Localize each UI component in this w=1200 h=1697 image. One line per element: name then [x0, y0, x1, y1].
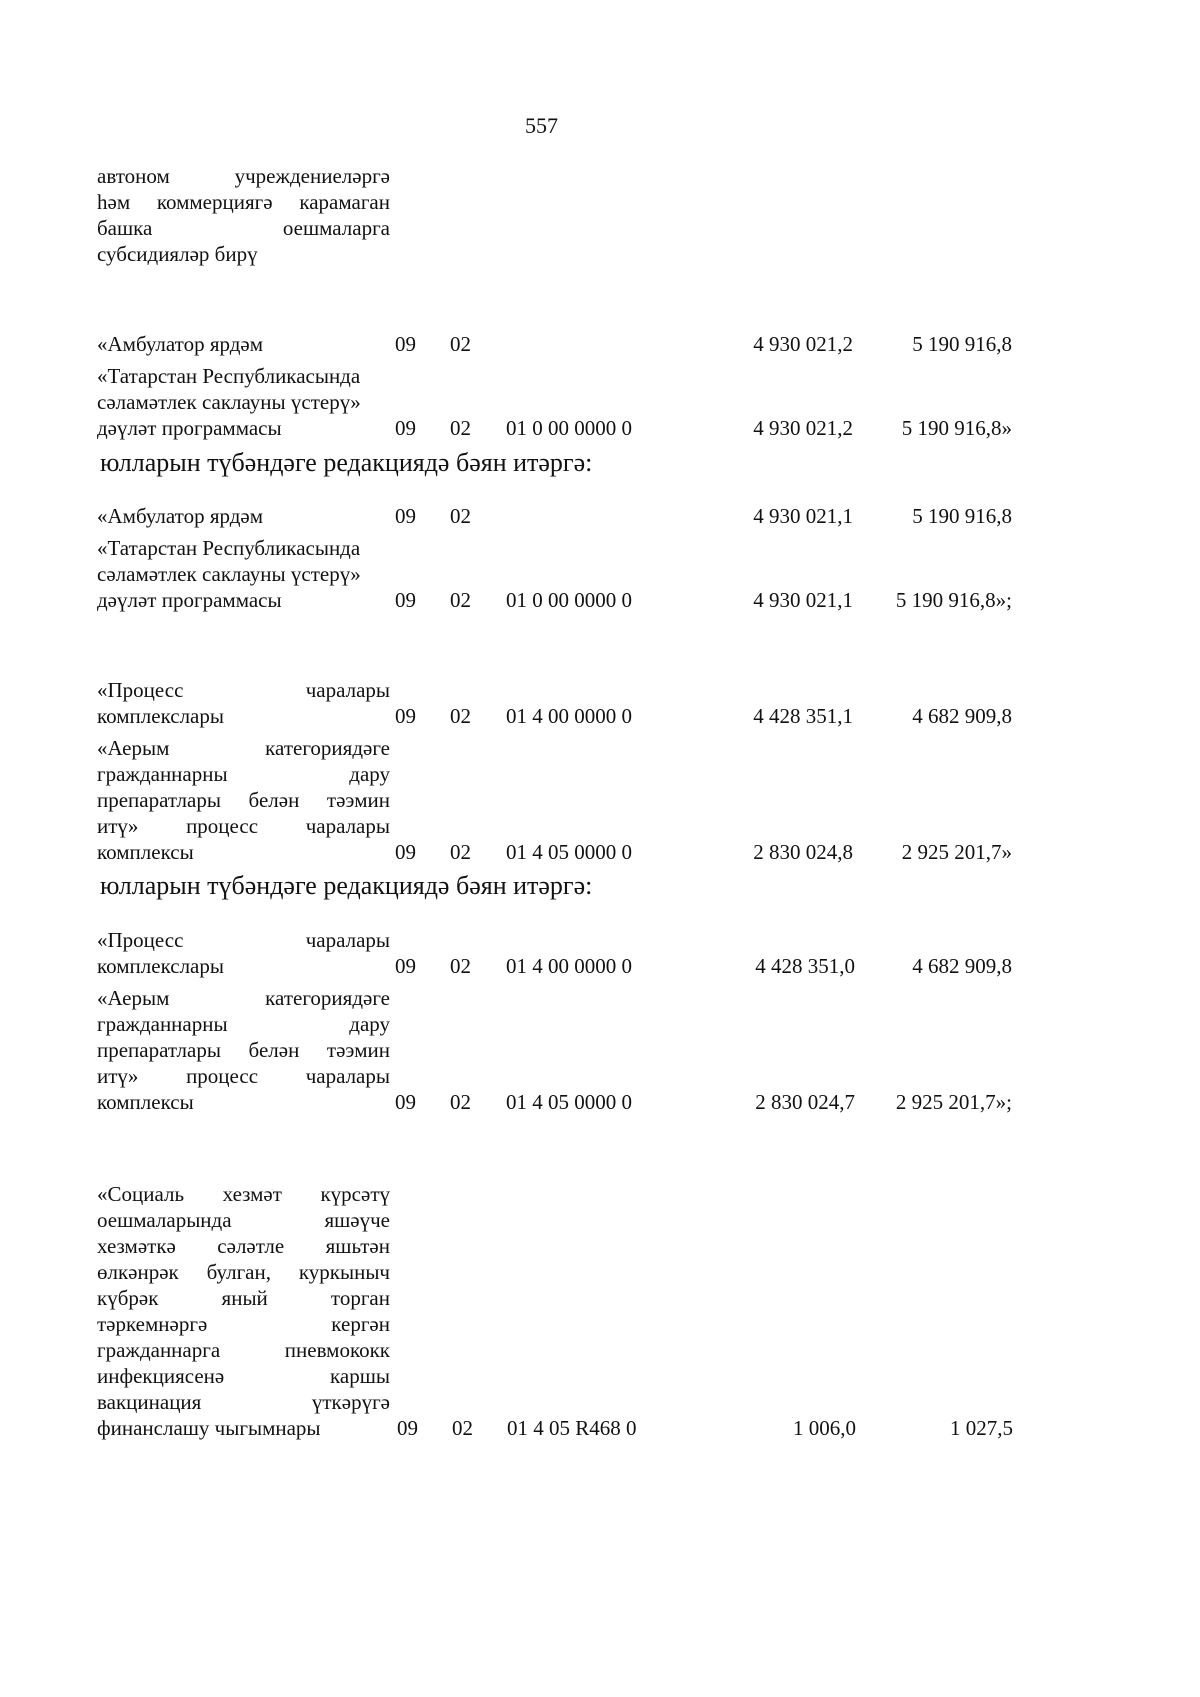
value-year2: 1 027,5 — [950, 1416, 1013, 1440]
row-name-line: сәламәтлек саклауны үстерү» — [97, 562, 361, 586]
row-name: «Амбулатор ярдәм — [97, 504, 264, 528]
value-year1: 4 930 021,1 — [753, 504, 853, 528]
subsection-code: 02 — [450, 840, 471, 864]
row-name-line: гражданнарны дару — [97, 762, 390, 786]
value-year1: 4 428 351,1 — [753, 704, 853, 728]
subsection-code: 02 — [452, 1416, 473, 1440]
target-code: 01 0 00 0000 0 — [506, 588, 632, 612]
section-code: 09 — [395, 1090, 416, 1114]
row-name-line: препаратлары белән тәэмин — [97, 1038, 390, 1062]
subsection-code: 02 — [450, 954, 471, 978]
row-name: «Амбулатор ярдәм — [97, 332, 264, 356]
row-name-line: финанслашу чыгымнары — [97, 1416, 321, 1440]
value-year2: 2 925 201,7»; — [895, 1090, 1012, 1114]
value-year2: 4 682 909,8 — [912, 954, 1012, 978]
instruction-phrase: юлларын түбәндәге редакциядә бәян итәргә: — [100, 448, 593, 477]
subsection-code: 02 — [450, 332, 471, 356]
subsection-code: 02 — [450, 504, 471, 528]
target-code: 01 4 05 R468 0 — [507, 1416, 637, 1440]
value-year1: 2 830 024,8 — [753, 840, 853, 864]
subsection-code: 02 — [450, 704, 471, 728]
row-name-line: инфекциясенә каршы — [97, 1364, 390, 1388]
row-name-line: итү» процесс чаралары — [97, 814, 390, 838]
row-name-line: өлкәнрәк булган, куркыныч — [97, 1260, 390, 1284]
row-name-line: дәүләт программасы — [97, 588, 282, 612]
intro-line: һәм коммерциягә карамаган — [97, 190, 390, 214]
row-name-line: итү» процесс чаралары — [97, 1064, 390, 1088]
target-code: 01 0 00 0000 0 — [506, 416, 632, 440]
row-name-line: комплексы — [97, 1090, 194, 1114]
value-year2: 5 190 916,8 — [912, 504, 1012, 528]
row-name-line: комплекслары — [97, 954, 224, 978]
subsection-code: 02 — [450, 588, 471, 612]
value-year2: 4 682 909,8 — [912, 704, 1012, 728]
row-name-line: тәркемнәргә кергән — [97, 1312, 390, 1336]
row-name-line: «Аерым категориядәге — [97, 986, 390, 1010]
value-year1: 4 930 021,2 — [753, 332, 853, 356]
target-code: 01 4 00 0000 0 — [506, 954, 632, 978]
value-year2: 5 190 916,8 — [912, 332, 1012, 356]
value-year1: 2 830 024,7 — [755, 1090, 855, 1114]
section-code: 09 — [395, 588, 416, 612]
section-code: 09 — [395, 332, 416, 356]
subsection-code: 02 — [450, 1090, 471, 1114]
subsection-code: 02 — [450, 416, 471, 440]
value-year1: 1 006,0 — [793, 1416, 856, 1440]
row-name-line: комплекслары — [97, 704, 224, 728]
section-code: 09 — [395, 504, 416, 528]
intro-line: субсидияләр бирү — [97, 242, 258, 266]
value-year2: 5 190 916,8» — [901, 416, 1012, 440]
value-year1: 4 428 351,0 — [755, 954, 855, 978]
row-name-line: препаратлары белән тәэмин — [97, 788, 390, 812]
row-name-line: «Процесс чаралары — [97, 678, 390, 702]
row-name-line: вакцинация үткәрүгә — [97, 1390, 390, 1414]
section-code: 09 — [395, 954, 416, 978]
target-code: 01 4 05 0000 0 — [506, 840, 632, 864]
instruction-phrase: юлларын түбәндәге редакциядә бәян итәргә: — [100, 871, 593, 900]
value-year1: 4 930 021,1 — [753, 588, 853, 612]
section-code: 09 — [395, 416, 416, 440]
intro-line: автоном учреждениеләргә — [97, 164, 390, 188]
target-code: 01 4 05 0000 0 — [506, 1090, 632, 1114]
row-name-line: гражданнарга пневмококк — [97, 1338, 390, 1362]
row-name-line: хезмәткә сәләтле яшьтән — [97, 1234, 390, 1258]
row-name-line: оешмаларында яшәүче — [97, 1208, 390, 1232]
target-code: 01 4 00 0000 0 — [506, 704, 632, 728]
section-code: 09 — [395, 704, 416, 728]
row-name-line: күбрәк яный торган — [97, 1286, 390, 1310]
row-name-line: «Аерым категориядәге — [97, 736, 390, 760]
row-name-line: «Социаль хезмәт күрсәтү — [97, 1182, 390, 1206]
row-name-line: сәламәтлек саклауны үстерү» — [97, 390, 361, 414]
value-year1: 4 930 021,2 — [753, 416, 853, 440]
intro-line: башка оешмаларга — [97, 216, 390, 240]
row-name-line: «Татарстан Республикасында — [97, 536, 361, 560]
row-name-line: «Процесс чаралары — [97, 928, 390, 952]
row-name-line: гражданнарны дару — [97, 1012, 390, 1036]
row-name-line: дәүләт программасы — [97, 416, 282, 440]
section-code: 09 — [395, 840, 416, 864]
row-name-line: «Татарстан Республикасында — [97, 364, 361, 388]
page-number: 557 — [525, 113, 558, 138]
value-year2: 2 925 201,7» — [901, 840, 1012, 864]
value-year2: 5 190 916,8»; — [895, 588, 1012, 612]
row-name-line: комплексы — [97, 840, 194, 864]
section-code: 09 — [397, 1416, 418, 1440]
